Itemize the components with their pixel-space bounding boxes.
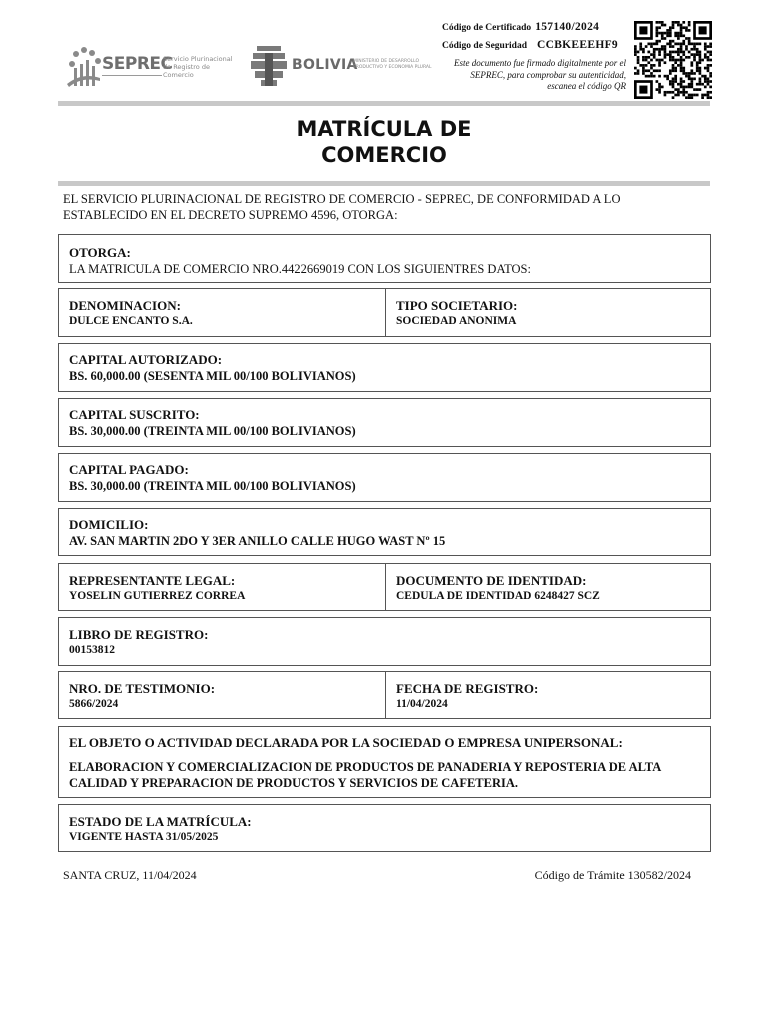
estado-value: VIGENTE HASTA 31/05/2025 xyxy=(69,831,219,843)
denominacion-row xyxy=(58,288,711,337)
bolivia-logo-ministry: MINISTERIO DE DESARROLLO PRODUCTIVO Y ECONOMIA PLURAL xyxy=(353,59,432,70)
footer-place-date: SANTA CRUZ, 11/04/2024 xyxy=(63,868,197,882)
libro-label: LIBRO DE REGISTRO: xyxy=(69,627,209,642)
title-line-2: COMERCIO xyxy=(321,143,447,167)
capital-autorizado-label: CAPITAL AUTORIZADO: xyxy=(69,352,223,367)
capital-autorizado-box xyxy=(58,343,711,392)
representante-row xyxy=(58,563,711,611)
capital-pagado-box xyxy=(58,453,711,502)
fecha-registro-label: FECHA DE REGISTRO: xyxy=(396,681,539,696)
libro-box xyxy=(58,617,711,666)
testimonio-value: 5866/2024 xyxy=(69,698,119,710)
tipo-societario-label: TIPO SOCIETARIO: xyxy=(396,298,518,313)
domicilio-label: DOMICILIO: xyxy=(69,517,149,532)
capital-suscrito-box xyxy=(58,398,711,447)
intro-text: EL SERVICIO PLURINACIONAL DE REGISTRO DE COMERCIO - SEPREC, DE CONFORMIDAD A LO ESTABLECIDO EN EL DECRETO SUPREMO 4596, OTORGA: xyxy=(63,192,621,222)
seprec-logo-subtitle: Servicio Plurinacional de Registro de Comercio xyxy=(163,55,233,79)
representante-label: REPRESENTANTE LEGAL: xyxy=(69,573,236,588)
title-divider xyxy=(58,181,710,186)
testimonio-row xyxy=(58,671,711,719)
bolivia-logo-name: BOLIVIA xyxy=(292,57,358,73)
testimonio-label: NRO. DE TESTIMONIO: xyxy=(69,681,216,696)
header-divider xyxy=(58,101,710,106)
libro-value: 00153812 xyxy=(69,644,115,656)
seprec-logo xyxy=(62,44,237,92)
denominacion-value: DULCE ENCANTO S.A. xyxy=(69,315,193,327)
otorga-box xyxy=(58,234,711,283)
estado-label: ESTADO DE LA MATRÍCULA: xyxy=(69,814,252,829)
bolivia-logo xyxy=(249,44,439,92)
capital-suscrito-value: BS. 30,000.00 (TREINTA MIL 00/100 BOLIVIANOS) xyxy=(69,424,356,438)
denominacion-label: DENOMINACION: xyxy=(69,298,181,313)
domicilio-box xyxy=(58,508,711,556)
title-line-1: MATRÍCULA DE xyxy=(296,117,472,141)
verification-note: Este documento fue firmado digitalmente por el SEPREC, para comprobar su autenticidad, escanea el código QR xyxy=(454,58,626,91)
objeto-box xyxy=(58,726,711,798)
fecha-registro-value: 11/04/2024 xyxy=(396,698,448,710)
cert-code-value: 157140/2024 xyxy=(535,21,600,33)
objeto-label: EL OBJETO O ACTIVIDAD DECLARADA POR LA SOCIEDAD O EMPRESA UNIPERSONAL: xyxy=(69,735,623,750)
capital-autorizado-value: BS. 60,000.00 (SESENTA MIL 00/100 BOLIVIANOS) xyxy=(69,369,356,383)
otorga-label: OTORGA: xyxy=(69,245,131,260)
capital-pagado-label: CAPITAL PAGADO: xyxy=(69,462,189,477)
security-code-label: Código de Seguridad xyxy=(442,41,527,51)
capital-pagado-value: BS. 30,000.00 (TREINTA MIL 00/100 BOLIVIANOS) xyxy=(69,479,356,493)
seprec-logo-name: SEPREC xyxy=(102,54,173,74)
estado-box xyxy=(58,804,711,852)
qr-code-icon[interactable] xyxy=(634,21,712,99)
otorga-text: LA MATRICULA DE COMERCIO NRO.4422669019 CON LOS SIGUIENTRES DATOS: xyxy=(69,262,531,276)
representante-value: YOSELIN GUTIERREZ CORREA xyxy=(69,590,246,602)
page-title xyxy=(58,116,710,168)
tipo-societario-value: SOCIEDAD ANONIMA xyxy=(396,315,517,327)
documento-label: DOCUMENTO DE IDENTIDAD: xyxy=(396,573,587,588)
security-code-value: CCBKEEEHF9 xyxy=(537,39,618,51)
capital-suscrito-label: CAPITAL SUSCRITO: xyxy=(69,407,200,422)
domicilio-value: AV. SAN MARTIN 2DO Y 3ER ANILLO CALLE HUGO WAST Nº 15 xyxy=(69,534,446,548)
objeto-value: ELABORACION Y COMERCIALIZACION DE PRODUCTOS DE PANADERIA Y REPOSTERIA DE ALTA CALIDAD Y PREPARACION DE PRODUCTOS Y SERVICIOS DE CAFETERIA. xyxy=(69,760,661,790)
certificate-codes xyxy=(442,19,632,55)
bolivia-emblem-icon xyxy=(249,44,289,88)
documento-value: CEDULA DE IDENTIDAD 6248427 SCZ xyxy=(396,590,600,602)
cert-code-label: Código de Certificado xyxy=(442,23,532,33)
footer-tramite-code: Código de Trámite 130582/2024 xyxy=(534,868,691,882)
